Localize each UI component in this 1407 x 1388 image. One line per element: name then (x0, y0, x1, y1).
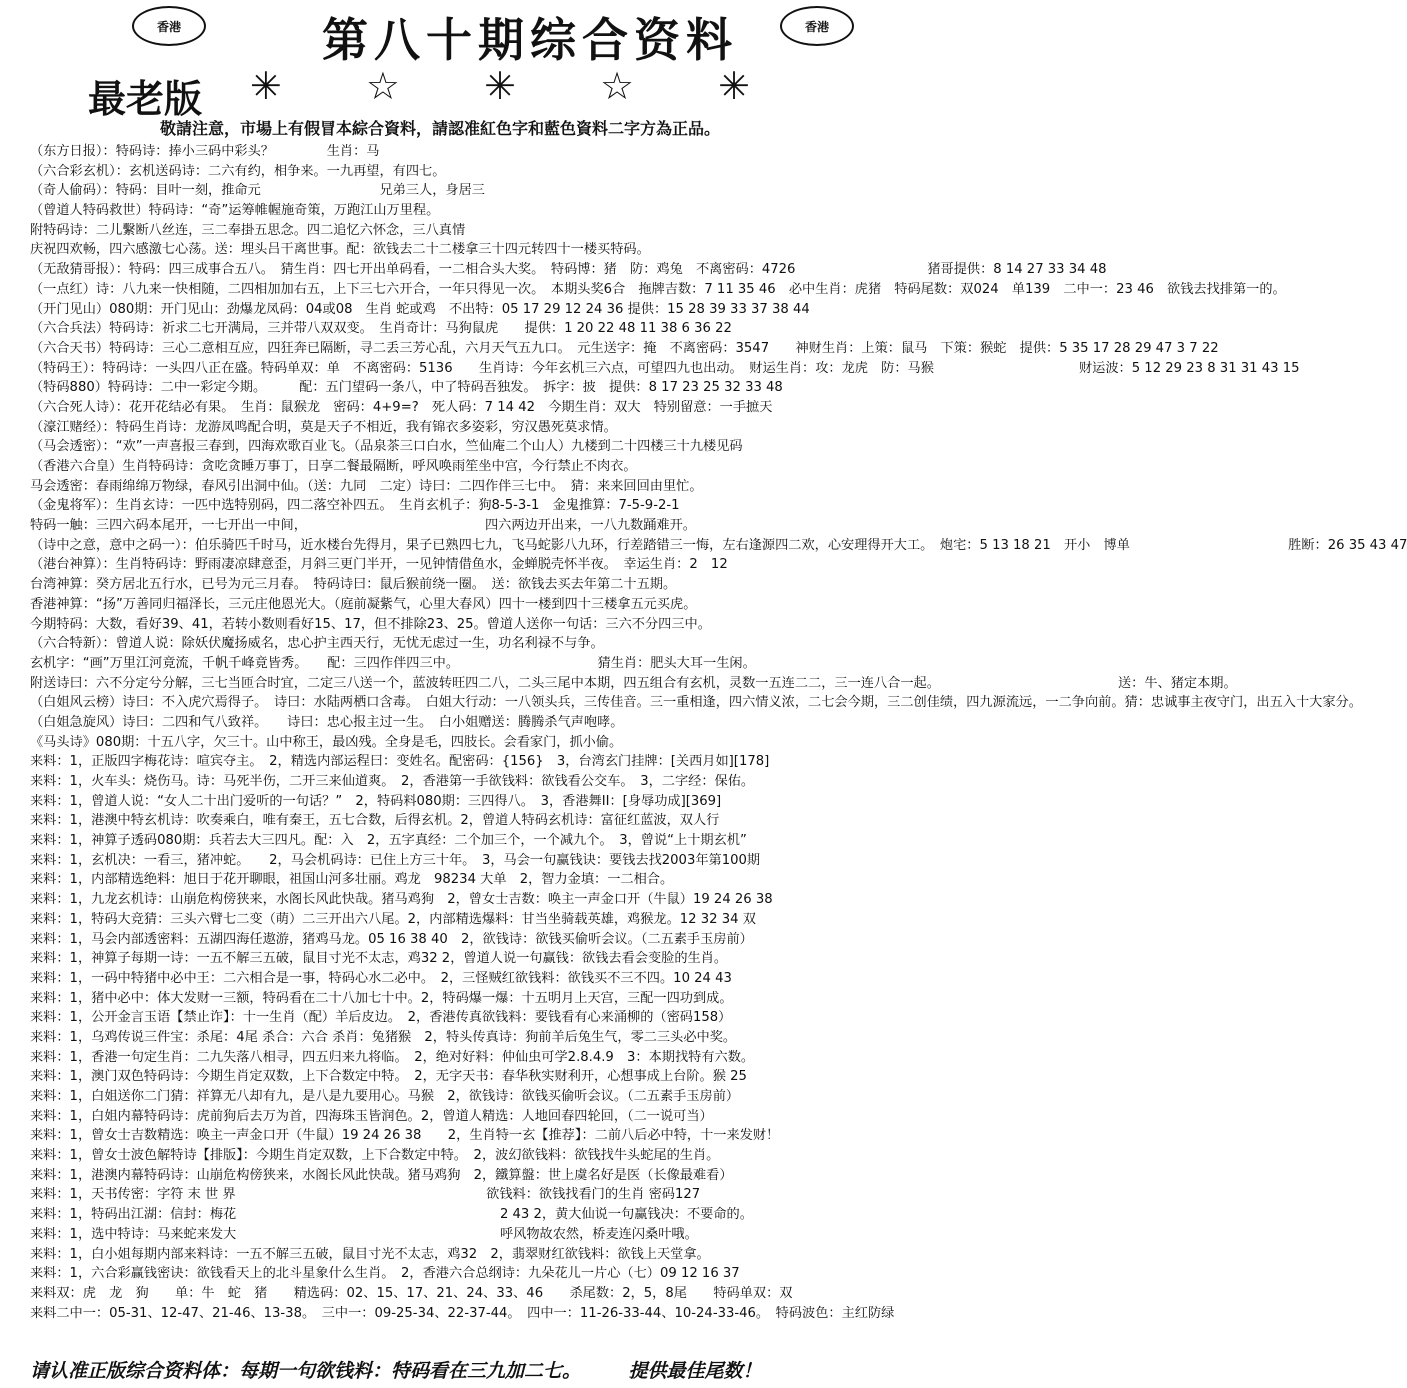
content-line: （特码王）：特码诗：一头四八正在盛。特码单双：单 不离密码：5136 生肖诗：今年玄机三六点，可望四九也出动。 财运生肖：攻：龙虎 防：马猴 财运波：5 12 29 23 8 31 31 43 15 (30, 360, 1300, 376)
content-line: 马会透密：春雨绵绵万物绿，春风引出洞中仙。（送：九同 二定）诗曰：二四作伴三七中。 猜：来来回回由里忙。 (30, 478, 703, 494)
content-line: （金鬼将军）：生肖玄诗：一匹中选特别码，四二落空补四五。 生肖玄机子：狗8-5-3-1 金鬼推算：7-5-9-2-1 (30, 498, 680, 514)
content-line: 来料：1，白姐内幕特码诗：虎前狗后去万为首，四海珠玉皆润色。2，曾道人精选：人地回春四轮回，（二一说可当） (30, 1108, 713, 1124)
content-line: 来料：1，马会内部透密料：五湖四海任遨游，猪鸡马龙。05 16 38 40 2，欲钱诗：欲钱买偷听会议。（二五素手玉房前） (30, 931, 753, 947)
content-line: 来料：1，六合彩赢钱密诀：欲钱看天上的北斗星象什么生肖。 2，香港六合总纲诗：九朵花儿一片心（七）09 12 16 37 (30, 1266, 740, 1282)
content-line: 来料：1，神算子每期一诗：一五不解三五破，鼠目寸光不太志，鸡32 2，曾道人说一句赢钱：欲钱去看会变脸的生肖。 (30, 951, 728, 967)
content-line: 香港神算：“扬”万善同归福泽长，三元庄他恩光大。（庭前凝紫气，心里大春风）四十一楼到四十三楼拿五元买虎。 (30, 596, 697, 612)
content-line: （奇人偷码）：特码：目叶一刻，推命元 兄弟三人，身居三 (30, 183, 485, 199)
content-line: 来料：1，九龙玄机诗：山崩危构傍狭来，水阁长风此快哉。猪马鸡狗 2，曾女士吉数：唤主一声金口开（牛鼠）19 24 26 38 (30, 892, 773, 908)
page-header (0, 0, 990, 138)
content-line: （无敌猜哥报）：特码：四三成事合五八。 猜生肖：四七开出单码看，一二相合头大奖。 特码博：猪 防：鸡兔 不离密码：4726 猪哥提供：8 14 27 33 34 48 (30, 262, 1107, 278)
symbol-row (250, 66, 750, 106)
star-icon: ☆ (365, 64, 400, 108)
content-line: 来料：1，正版四字梅花诗：喧宾夺主。 2，精选内部运程曰：变姓名。配密码：{156} 3，台湾玄门挂牌：[关西月如][178] (30, 754, 770, 770)
content-line: 来料：1，特码大竞猜：三头六臂七二变（萌）二三开出六八尾。2，内部精选爆料：甘当坐骑载英雄，鸡猴龙。12 32 34 双 (30, 911, 756, 927)
content-line: 来料：1，乌鸡传说三件宝：杀尾：4尾 杀合：六合 杀肖：兔猪猴 2，特头传真诗：狗前羊后兔生气，零二三头必中奖。 (30, 1029, 737, 1045)
content-body (30, 142, 1407, 1352)
content-line: 来料：1，澳门双色特码诗：今期生肖定双数，上下合数定中特。 2，无字天书：春华秋实财利开，心想事成上台阶。猴 25 (30, 1069, 747, 1085)
content-line: 来料：1，白姐送你二门猜：祥算无八却有九，是八是九要用心。马猴 2，欲钱诗：欲钱买偷听会议。（二五素手玉房前） (30, 1089, 740, 1104)
content-line: 《马头诗》080期：十五八字，欠三十。山中称王，最凶残。全身是毛，四肢长。会看家门，抓小偷。 (30, 734, 623, 750)
asterisk-icon: ✳ (718, 64, 750, 108)
content-line: （六合死人诗）：花开花结必有果。 生肖：鼠猴龙 密码：4+9=? 死人码：7 14 42 今期生肖：双大 特别留意：一手摭天 (30, 399, 773, 415)
asterisk-icon: ✳ (484, 64, 516, 108)
content-line: 附送诗曰：六不分定兮分解，三七当匝合时宜，二定三八送一个，蓝波转旺四二八，二头三尾中本期，四五组合有玄机，灵数一五连二二，三一连八合一起。 送：牛、猪定本期。 (30, 675, 1237, 691)
content-line: 来料：1，特码出江湖：信封：梅花 2 43 2，黄大仙说一句赢钱决：不要命的。 (30, 1207, 753, 1223)
content-line: 来料：1，香港一句定生肖：二九失落八相寻，四五归来九将临。 2，绝对好料：仲仙虫可学2.8.4.9 3：本期找特有六数。 (30, 1049, 755, 1065)
content-line: （特码880）特码诗：二中一彩定今期。 配：五门望码一条八，中了特码吾独发。 拆字：披 提供：8 17 23 25 32 33 48 (30, 380, 783, 396)
content-line: （白姐风云榜）诗曰：不入虎穴焉得子。 诗曰：水陆两栖口含毒。 白姐大行动：一八领头兵，三传佳音。三一重相逢，四六情义浓，二七会今期，三二创佳绩，四九源流远，一二争向前。猜：忠诚事主夜守门，出五入十大家分。 (30, 695, 1362, 711)
asterisk-icon: ✳ (250, 64, 282, 108)
content-line: （曾道人特码救世）特码诗：“奇”运筹帷幄施奇策，万跑江山万里程。 (30, 203, 440, 219)
authenticity-notice: 敬請注意，市場上有假冒本綜合資料，請認准紅色字和藍色資料二字方為正品。 (160, 119, 721, 138)
content-line: （开门见山）080期：开门见山：劲爆龙凤码：04或08 生肖 蛇或鸡 不出特：05 17 29 12 24 36 提供：15 28 39 33 37 38 44 (30, 301, 810, 317)
page-footer: 请认准正版综合资料体：每期一句欲钱料：特码看在三九加二七。 提供最佳尾数！ (30, 1360, 762, 1382)
content-line: （香港六合皇）生肖特码诗：贪吃贪睡万事丁，日享二餐最隔断，呼风唤雨笙坐中宫，今行禁止不肉衣。 (30, 459, 637, 474)
content-line: （东方日报）：特码诗：捧小三码中彩头？ 生肖：马 (30, 144, 380, 159)
content-line: （六合彩玄机）：玄机送码诗：二六有约，相争来。一九再望，有四七。 (30, 163, 446, 179)
content-line: 附特码诗：二儿繫断八丝连，三二奉掛五思念。四二追忆六怀念，三八真情 (30, 222, 466, 238)
content-line: 来料双：虎 龙 狗 单：牛 蛇 猪 精选码：02、15、17、21、24、33、46 杀尾数：2，5，8尾 特码单双：双 (30, 1285, 793, 1301)
content-line: 台湾神算：癸方居北五行水，已号为元三月春。 特码诗曰：鼠后猴前绕一圈。 送：欲钱去买去年第二十五期。 (30, 577, 677, 593)
logo-left: 香港 (132, 6, 206, 46)
content-line: 来料：1，选中特诗：马来蛇来发大 呼风物故农然，桥麦连闪桑叶哦。 (30, 1226, 698, 1242)
content-line: 来料：1，猪中必中：体大发财一三额，特码看在二十八加七十中。2，特码爆一爆：十五明月上天宫，三配一四功到成。 (30, 990, 733, 1006)
content-line: 来料：1，内部精选绝料：旭日于花开聊眼，祖国山河多壮丽。鸡龙 98234 大单 2，智力金填：一二相合。 (30, 872, 674, 888)
content-line: 来料二中一：05-31、12-47、21-46、13-38。 三中一：09-25-34、22-37-44。 四中一：11-26-33-44、10-24-33-46。 特码波色：主红防绿 (30, 1305, 895, 1321)
content-line: （六合兵法）特码诗：祈求二七开满局，三并带八双双变。 生肖奇计：马狗鼠虎 提供：1 20 22 48 11 38 6 36 22 (30, 321, 732, 337)
content-line: 庆祝四欢畅，四六感激七心荡。送：埋头吕干离世事。配：欲钱去二十二楼拿三十四元转四十一楼买特码。 (30, 242, 650, 258)
content-line: （诗中之意，意中之码一）：伯乐骑匹千时马，近水楼台先得月，果子已熟四七九，飞马蛇影八九环，行差踏错三一悔，左右逢源四二欢，心安理得开大工。 炮宅：5 13 18 21 开小 博单 胜断：26 35 43 47 (30, 537, 1407, 553)
content-line: 来料：1，天书传密：字符 末 世 界 欲钱料：欲钱找看门的生肖 密码127 (30, 1187, 701, 1203)
logo-right: 香港 (780, 6, 854, 46)
content-line: （港台神算）：生肖特码诗：野雨凄凉肆意歪，月斜三更门半开，一见钟情借鱼水，金蝉脱壳怀半夜。 幸运生肖：2 12 (30, 557, 728, 573)
content-line: 来料：1，神算子透码080期：兵若去大三四凡。配：入 2，五字真经：二个加三个，一个减九个。 3，曾说“上十期玄机” (30, 833, 747, 849)
content-line: 特码一触：三四六码本尾开，一七开出一中间， 四六两边开出来，一八九数踊难开。 (30, 518, 696, 534)
content-line: 来料：1，玄机决：一看三，猪冲蛇。 2，马会机码诗：已住上方三十年。 3，马会一句赢钱诀：要钱去找2003年第100期 (30, 852, 761, 868)
edition-label: 最老版 (88, 76, 203, 121)
content-line: 来料：1，港澳中特玄机诗：吹奏乘白，唯有秦王，五七合数，后得玄机。2，曾道人特码玄机诗：富征红蓝波，双人行 (30, 813, 720, 829)
content-line: 来料：1，一码中特猪中必中王：二六相合是一事，特码心水二必中。 2，三怪贼红欲钱料：欲钱买不三不四。10 24 43 (30, 970, 732, 986)
content-line: 来料：1，曾女士吉数精选：唤主一声金口开（牛鼠）19 24 26 38 2，生肖特一玄【推荐】：二前八后必中特，十一来发财！ (30, 1128, 780, 1144)
content-line: （六合天书）特码诗：三心二意相互应，四狂奔已隔断，寻二丢三芳心乱，六月天气五九口。 元生送字：掩 不离密码：3547 神财生肖：上策：鼠马 下策：猴蛇 提供：5 35 17 28 29 47 3 7 22 (30, 340, 1219, 356)
content-line: （濠江赌经）：特码生肖诗：龙游凤鸣配合明，莫是天子不相近，我有锦衣多姿彩，穷汉愚死莫求情。 (30, 419, 617, 435)
content-line: 来料：1，火车头：烧伤马。诗：马死半伤，二开三来仙道爽。 2，香港第一手欲钱料：欲钱看公交车。 3，二字经：保佑。 (30, 774, 755, 789)
content-line: 来料：1，曾女士波色解特诗【排版】：今期生肖定双数，上下合数定中特。 2，波幻欲钱料：欲钱找牛头蛇尾的生肖。 (30, 1148, 720, 1164)
content-line: 今期特码：大数，看好39、41，若转小数则看好15、17，但不排除23、25。曾道人送你一句话：三六不分四三中。 (30, 616, 711, 632)
content-line: （六合特新）：曾道人说：除妖伏魔扬威名，忠心护主西天行，无忧无虑过一生，功名利禄不与争。 (30, 636, 604, 652)
content-line: 来料：1，港澳内幕特码诗：山崩危构傍狭来，水阁长风此快哉。猪马鸡狗 2，鐵算盤：世上虞名好是医（长像最难看） (30, 1167, 733, 1183)
content-line: （一点红）诗：八九来一快相随，二四相加加右五，上下三七六开合，一年只得见一次。 本期头奖6合 拖牌吉数：7 11 35 46 必中生肖：虎猪 特码尾数：双024 单139 二中一：23 46 欲钱去找排第一的。 (30, 281, 1286, 297)
content-line: 玄机字：“画”万里江河竟流，千帆千峰竟皆秀。 配：三四作伴四三中。 猜生肖：肥头大耳一生闲。 (30, 655, 756, 671)
content-line: 来料：1，曾道人说：“女人二十出门爱听的一句话？” 2，特码料080期：三四得八。 3，香港舞II：[身辱功成][369] (30, 793, 722, 809)
star-icon: ☆ (600, 64, 635, 108)
content-line: （白姐急旋风）诗曰：二四和气八致祥。 诗曰：忠心报主过一生。 白小姐赠送：腾腾杀气声咆哮。 (30, 714, 624, 730)
content-line: 来料：1，白小姐每期内部来料诗：一五不解三五破，鼠目寸光不太志，鸡32 2，翡翠财红欲钱料：欲钱上天堂拿。 (30, 1246, 710, 1262)
content-line: （马会透密）：“欢”一声喜报三春到，四海欢歌百业飞。（品泉茶三口白水，竺仙庵二个山人）九楼到二十四楼三十九楼见码 (30, 439, 743, 455)
content-line: 来料：1，公开金言玉语【禁止诈】：十一生肖（配）羊后皮边。 2，香港传真欲钱料：要钱看有心来涌柳的（密码158） (30, 1010, 732, 1026)
page-title: 第八十期综合资料 (322, 13, 738, 67)
